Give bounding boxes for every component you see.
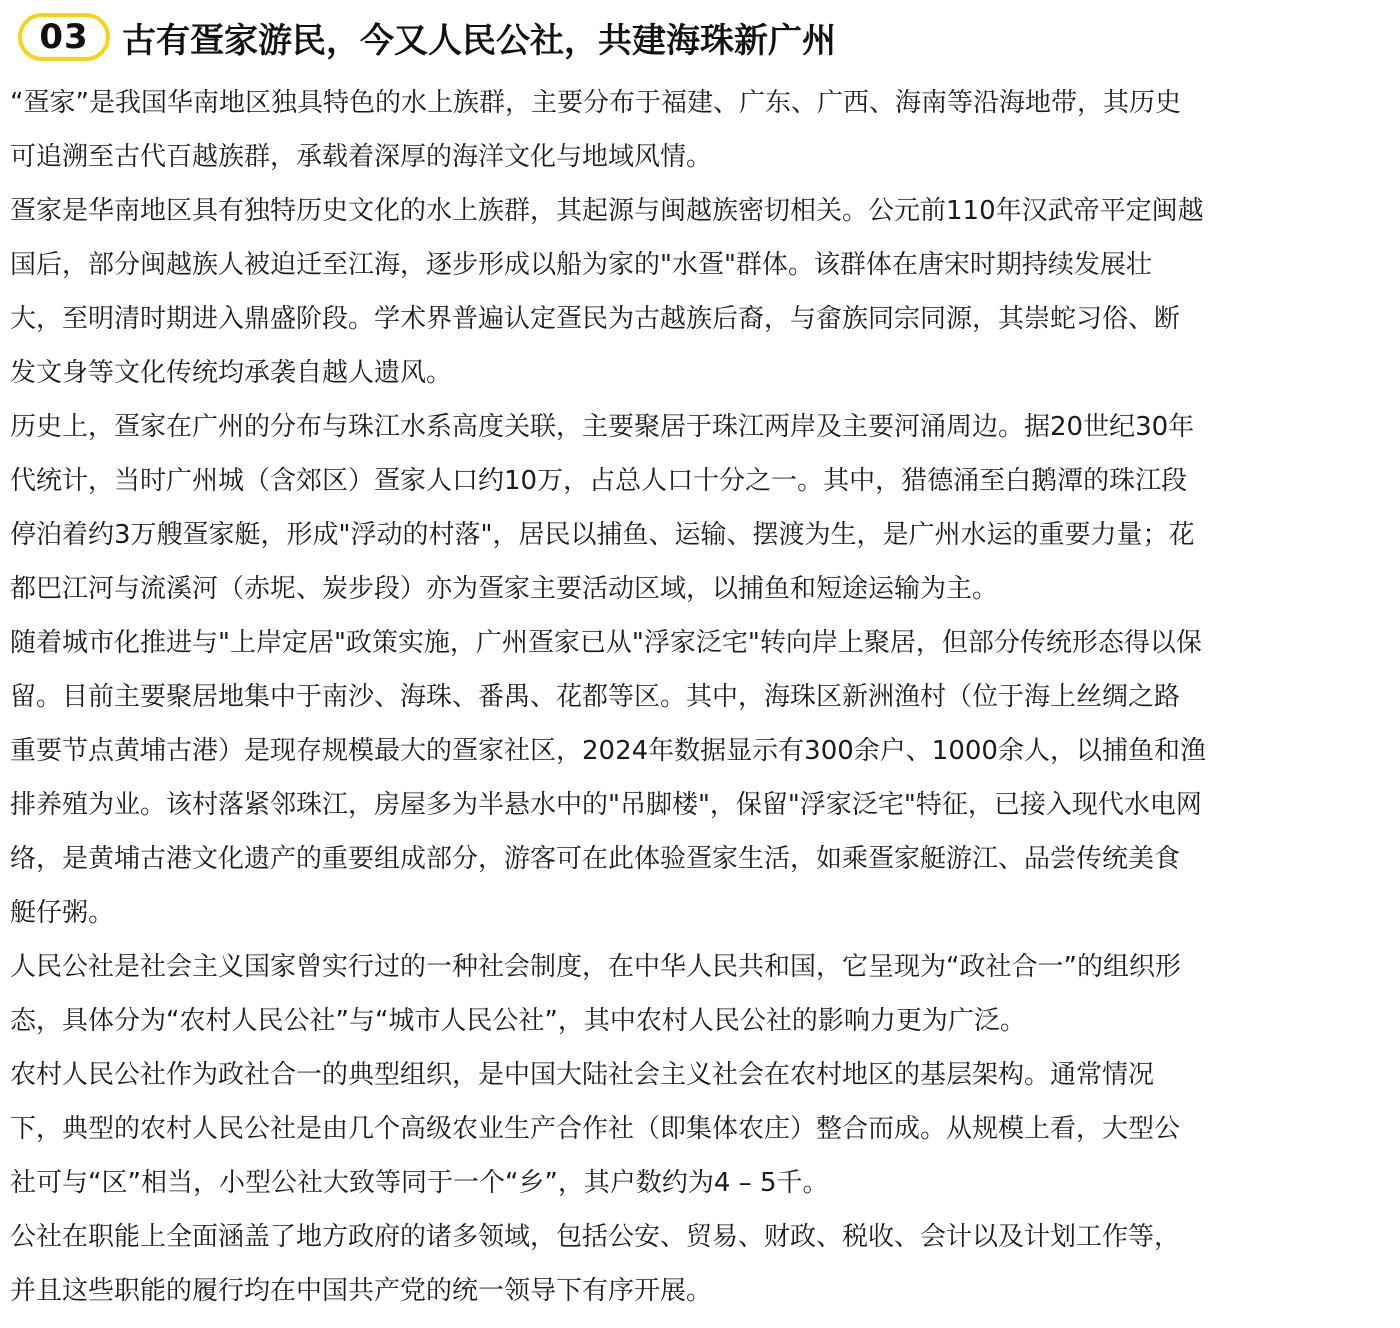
paragraph-origin xyxy=(10,184,1390,400)
section-header xyxy=(18,8,836,66)
paragraph-rural-commune xyxy=(10,1048,1390,1210)
text-line: 国后，部分闽越族人被迫迁至江海，逐步形成以船为家的"水疍"群体。该群体在唐宋时期持续发展壮 xyxy=(10,250,1152,280)
text-line: 农村人民公社作为政社合一的典型组织，是中国大陆社会主义社会在农村地区的基层架构。通常情况 xyxy=(10,1060,1155,1090)
section-title: 古有疍家游民，今又人民公社，共建海珠新广州 xyxy=(122,20,836,61)
text-line: 络，是黄埔古港文化遗产的重要组成部分，游客可在此体验疍家生活，如乘疍家艇游江、品尝传统美食 xyxy=(10,844,1181,874)
paragraph-present xyxy=(10,616,1390,940)
text-line: “疍家”是我国华南地区独具特色的水上族群，主要分布于福建、广东、广西、海南等沿海地带，其历史 xyxy=(10,88,1181,118)
text-line: 都巴江河与流溪河（赤坭、炭步段）亦为疍家主要活动区域，以捕鱼和短途运输为主。 xyxy=(10,574,999,604)
text-line: 艇仔粥。 xyxy=(10,898,115,928)
paragraph-intro xyxy=(10,76,1390,184)
text-line: 人民公社是社会主义国家曾实行过的一种社会制度，在中华人民共和国，它呈现为“政社合一”的组织形 xyxy=(10,952,1181,982)
section-number-badge: 03 xyxy=(18,13,110,61)
text-line: 停泊着约3万艘疍家艇，形成"浮动的村落"，居民以捕鱼、运输、摆渡为生，是广州水运的重要力量；花 xyxy=(10,520,1195,550)
text-line: 社可与“区”相当，小型公社大致等同于一个“乡”，其户数约为4 – 5千。 xyxy=(10,1168,829,1198)
article-body xyxy=(10,76,1390,1318)
text-line: 并且这些职能的履行均在中国共产党的统一领导下有序开展。 xyxy=(10,1276,713,1306)
text-line: 公社在职能上全面涵盖了地方政府的诸多领域，包括公安、贸易、财政、税收、会计以及计划工作等， xyxy=(10,1222,1181,1252)
text-line: 疍家是华南地区具有独特历史文化的水上族群，其起源与闽越族密切相关。公元前110年汉武帝平定闽越 xyxy=(10,196,1204,226)
text-line: 历史上，疍家在广州的分布与珠江水系高度关联，主要聚居于珠江两岸及主要河涌周边。据20世纪30年 xyxy=(10,412,1195,442)
text-line: 代统计，当时广州城（含郊区）疍家人口约10万，占总人口十分之一。其中，猎德涌至白鹅潭的珠江段 xyxy=(10,466,1188,496)
text-line: 可追溯至古代百越族群，承载着深厚的海洋文化与地域风情。 xyxy=(10,142,713,172)
paragraph-commune-functions xyxy=(10,1210,1390,1318)
text-line: 留。目前主要聚居地集中于南沙、海珠、番禺、花都等区。其中，海珠区新洲渔村（位于海上丝绸之路 xyxy=(10,682,1181,712)
text-line: 发文身等文化传统均承袭自越人遗风。 xyxy=(10,358,453,388)
text-line: 大，至明清时期进入鼎盛阶段。学术界普遍认定疍民为古越族后裔，与畲族同宗同源，其崇蛇习俗、断 xyxy=(10,304,1181,334)
text-line: 随着城市化推进与"上岸定居"政策实施，广州疍家已从"浮家泛宅"转向岸上聚居，但部分传统形态得以保 xyxy=(10,628,1202,658)
text-line: 重要节点黄埔古港）是现存规模最大的疍家社区，2024年数据显示有300余户、1000余人，以捕鱼和渔 xyxy=(10,736,1206,766)
text-line: 排养殖为业。该村落紧邻珠江，房屋多为半悬水中的"吊脚楼"，保留"浮家泛宅"特征，已接入现代水电网 xyxy=(10,790,1202,820)
paragraph-commune-intro xyxy=(10,940,1390,1048)
text-line: 下，典型的农村人民公社是由几个高级农业生产合作社（即集体农庄）整合而成。从规模上看，大型公 xyxy=(10,1114,1181,1144)
paragraph-history xyxy=(10,400,1390,616)
text-line: 态，具体分为“农村人民公社”与“城市人民公社”，其中农村人民公社的影响力更为广泛。 xyxy=(10,1006,1026,1036)
